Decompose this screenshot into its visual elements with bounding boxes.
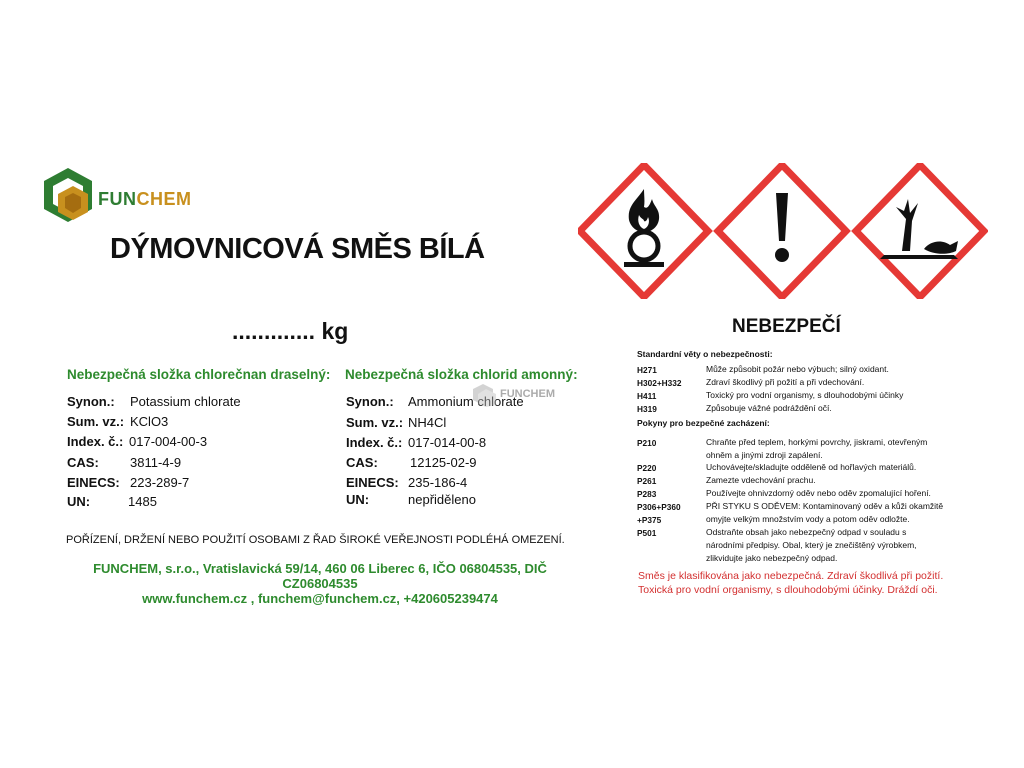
value-formula: NH4Cl	[408, 415, 447, 430]
hazard-statements-heading: Standardní věty o nebezpečnosti:	[637, 349, 773, 359]
h-code: H319	[637, 404, 657, 414]
p-code: P220	[637, 463, 657, 473]
p-text-line: omyjte velkým množstvím vody a potom oděv odložte.	[706, 514, 910, 524]
label-formula: Sum. vz.:	[346, 415, 404, 430]
flame-over-circle-icon	[580, 165, 708, 297]
ghs-pictograms	[578, 163, 988, 299]
p-text-line: Uchovávejte/skladujte odděleně od hořlavých materiálů.	[706, 462, 917, 472]
precautionary-statements-heading: Pokyny pro bezpečné zacházení:	[637, 418, 770, 428]
label-einecs: EINECS:	[346, 475, 399, 490]
p-text-line: Používejte ohnivzdorný oděv nebo oděv zpomalující hoření.	[706, 488, 931, 498]
p-text-line: Zamezte vdechování prachu.	[706, 475, 816, 485]
value-un: 1485	[128, 494, 157, 509]
value-synonym: Ammonium chlorate	[408, 394, 524, 409]
signal-word: NEBEZPEČÍ	[732, 316, 841, 337]
logo-wordmark	[98, 189, 192, 210]
label-einecs: EINECS:	[67, 475, 120, 490]
watermark-text: FUNCHEM	[500, 388, 555, 400]
label-synonym: Synon.:	[67, 394, 115, 409]
label-index: Index. č.:	[67, 434, 124, 449]
value-index: 017-004-00-3	[129, 434, 208, 449]
h-text: Způsobuje vážné podráždění očí.	[706, 403, 832, 413]
value-cas: 3811-4-9	[130, 455, 182, 470]
value-formula: KClO3	[130, 414, 169, 429]
h-text: Může způsobit požár nebo výbuch; silný oxidant.	[706, 364, 889, 374]
label-index: Index. č.:	[346, 435, 403, 450]
p-text-line: PŘI STYKU S ODĚVEM: Kontaminovaný oděv a kůži okamžitě	[706, 501, 944, 511]
funchem-hexagon-logo-icon	[44, 168, 92, 222]
p-code: P306+P360	[637, 502, 681, 512]
p-text-line: zlikvidujte jako nebezpečný odpad.	[706, 553, 838, 563]
h-code: H271	[637, 365, 657, 375]
p-text-line: národními předpisy. Obal, který je znečištěný výrobkem,	[706, 540, 917, 550]
logo-text-chem: CHEM	[136, 189, 192, 209]
label-formula: Sum. vz.:	[67, 414, 125, 429]
value-synonym: Potassium chlorate	[130, 394, 241, 409]
h-code: H411	[637, 391, 657, 401]
p-text-line: ohněm a jinými zdroji zapálení.	[706, 450, 823, 460]
classification-line: Toxická pro vodní organismy, s dlouhodobými účinky. Dráždí oči.	[638, 584, 938, 596]
classification-line: Směs je klasifikována jako nebezpečná. Zdraví škodlivá při požití.	[638, 570, 944, 582]
value-einecs: 235-186-4	[408, 475, 468, 490]
component-heading: Nebezpečná složka chlorečnan draselný:	[67, 367, 331, 382]
quantity-field: ............. kg	[232, 318, 349, 344]
h-code: H302+H332	[637, 378, 682, 388]
restriction-notice: POŘÍZENÍ, DRŽENÍ NEBO POUŽITÍ OSOBAMI Z ŘAD ŠIROKÉ VEŘEJNOSTI PODLÉHÁ OMEZENÍ.	[66, 534, 565, 546]
label-cas: CAS:	[346, 455, 378, 470]
p-code-continued: +P375	[637, 515, 662, 525]
value-einecs: 223-289-7	[130, 475, 190, 490]
value-index: 017-014-00-8	[408, 435, 487, 450]
label-cas: CAS:	[67, 455, 99, 470]
h-text: Zdraví škodlivý při požití a při vdechování.	[706, 377, 865, 387]
label-un: UN:	[346, 492, 370, 507]
company-contact: www.funchem.cz , funchem@funchem.cz, +420605239474	[142, 591, 498, 606]
label-synonym: Synon.:	[346, 394, 394, 409]
value-un: nepřiděleno	[408, 492, 476, 507]
environment-icon	[856, 165, 984, 297]
watermark-logo-icon	[472, 383, 498, 407]
company-info	[60, 561, 580, 606]
p-code: P501	[637, 528, 657, 538]
p-text-line: Odstraňte obsah jako nebezpečný odpad v souladu s	[706, 527, 907, 537]
h-text: Toxický pro vodní organismy, s dlouhodobými účinky	[706, 390, 904, 400]
p-code: P261	[637, 476, 657, 486]
logo-text-fun: FUN	[98, 189, 137, 209]
component-heading: Nebezpečná složka chlorid amonný:	[345, 367, 578, 382]
p-code: P210	[637, 438, 657, 448]
label-un: UN:	[67, 494, 91, 509]
p-code: P283	[637, 489, 657, 499]
exclamation-mark-icon	[718, 165, 846, 297]
company-address: FUNCHEM, s.r.o., Vratislavická 59/14, 460 06 Liberec 6, IČO 06804535, DIČ CZ06804535	[93, 561, 547, 591]
product-title: DÝMOVNICOVÁ SMĚS BÍLÁ	[110, 233, 485, 265]
p-text-line: Chraňte před teplem, horkými povrchy, jiskrami, otevřeným	[706, 437, 928, 447]
value-cas: 12125-02-9	[410, 455, 477, 470]
